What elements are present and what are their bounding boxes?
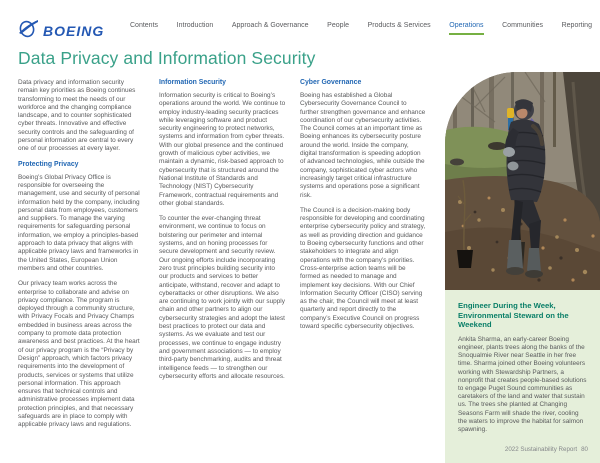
column-2 bbox=[159, 79, 286, 437]
paragraph: Boeing has established a Global Cybersecurity Governance Council to further strengthen governance and enhance coordination of our cybersecurity activities. The Council comes at an important time as Boeing enhances its cybersecurity posture around the world. Inside the company, digital transformation is speeding adoption of advanced technologies, while outside the company, sophisticated cyber actors who increasingly target critical infrastructure systems and operations pose a significant risk. bbox=[300, 92, 426, 199]
intro-paragraph: Data privacy and information security remain key priorities as Boeing continues transforming to meet the needs of our workforce and the changing compliance landscape, and to counter sophisticated cyber threats. Innovative and effective security controls and the safeguarding of personal information are central to every one of our processes at every layer. bbox=[18, 79, 136, 153]
paragraph: The Council is a decision-making body responsible for developing and coordinating enterprise cybersecurity policy and strategy, as well as providing direction and guidance to Boeing cybersecurity functions and other stakeholders to integrate and align operations with the company’s priorities. Cross-enterprise action teams will be formed as needed to manage and implement key decisions. With our Chief Information Security Officer (CISO) serving as the chair, the Council will meet at least quarterly and report directly to the company’s Executive Council on progress toward specific cybersecurity objectives. bbox=[300, 206, 426, 331]
nav-products-services[interactable]: Products & Services bbox=[367, 22, 431, 29]
page-title: Data Privacy and Information Security bbox=[18, 48, 316, 68]
volunteer-photo bbox=[445, 72, 600, 290]
paragraph: Boeing’s Global Privacy Office is responsible for overseeing the management, use and security of personal information held by the company, including personal data from employees, customers and suppliers. To manage the varying requirements for safeguarding personal information, we employ a principles-based approach to data privacy that aligns with applicable privacy laws and frameworks in the United States, European Union members and other countries. bbox=[18, 173, 140, 272]
caption-heading: Engineer During the Week, Environmental Steward on the Weekend bbox=[458, 301, 569, 330]
main-nav bbox=[130, 22, 592, 35]
sidebar-story bbox=[445, 72, 600, 463]
caption-body: Ankita Sharma, an early-career Boeing engineer, plants trees along the banks of the Snoqualmie River near Seattle in her free time. Sharma joined other Boeing volunteers working with Stewardship Partners, a nonprofit that creates people-based solutions to engage Puget Sound communities as caretakers of the land and water that sustain us. The trees she planted at Changing Seasons Farm will shade the river, cooling the waters to improve the habitat for salmon spawning. bbox=[458, 335, 587, 434]
caption-panel bbox=[445, 290, 600, 463]
page-number: 80 bbox=[581, 446, 588, 453]
nav-approach-governance[interactable]: Approach & Governance bbox=[231, 22, 309, 29]
section-heading-information-security: Information Security bbox=[159, 79, 227, 86]
paragraph: To counter the ever-changing threat environment, we continue to focus on bolstering our perimeter and internal systems, and on honing processes for secure development and security review. Our ongoing efforts include incorporating zero trust principles building security into our products and services to better anticipate, withstand, recover and adapt to cyberattacks or other disruptions. We also are continuing to work jointly with our supply chain and other partners to align our cybersecurity strategies and adopt the latest best practices to protect our data and systems. As we evaluate and test our processes, we continue to engage industry and government associations — to employ third-party benchmarking, audits and threat intelligence feeds — to strengthen our cybersecurity efforts and allocate resources. bbox=[159, 215, 285, 380]
nav-communities[interactable]: Communities bbox=[502, 22, 543, 29]
paragraph: Information security is critical to Boeing’s operations around the world. We continue to employ industry-leading security practices while leveraging software and product security engineering to protect networks, systems and information from cyber threats. With our global presence and the continued growth of malicious cyber activities, we maintain a dynamic, risk-based approach to cybersecurity that is structured around the National Institute of Standards and Technology (NIST) Cybersecurity Framework, contractual requirements and other global standards. bbox=[159, 92, 286, 207]
boeing-logo-text: BOEING bbox=[43, 22, 105, 39]
section-heading-cyber-governance: Cyber Governance bbox=[300, 79, 362, 86]
boeing-logo[interactable] bbox=[17, 17, 104, 44]
nav-reporting[interactable]: Reporting bbox=[561, 22, 592, 29]
top-header bbox=[0, 0, 600, 50]
column-1 bbox=[18, 79, 145, 437]
nav-people[interactable]: People bbox=[327, 22, 349, 29]
article-columns bbox=[18, 79, 428, 437]
section-heading-protecting-privacy: Protecting Privacy bbox=[18, 160, 79, 168]
report-title: 2022 Sustainability Report bbox=[504, 446, 578, 453]
boeing-logo-icon bbox=[17, 17, 39, 44]
column-3 bbox=[300, 79, 427, 437]
paragraph: Our privacy team works across the enterprise to collaborate and advise on privacy compliance. The program is deployed through a community structure, with Privacy Focals and Privacy Champs embedded in business areas across the company to promote data protection awareness and best practices. At the heart of our privacy program is the “Privacy by Design” approach, which factors privacy requirements into the development of products, services or systems that utilize personal information. This approach ensures that technical controls and administrative processes implement data protection principles, and that necessary safeguards are in place to comply with applicable privacy laws and regulations. bbox=[18, 280, 140, 429]
report-footer bbox=[501, 446, 588, 457]
nav-contents[interactable]: Contents bbox=[130, 22, 159, 29]
nav-operations[interactable]: Operations bbox=[449, 22, 483, 35]
nav-introduction[interactable]: Introduction bbox=[176, 22, 214, 29]
